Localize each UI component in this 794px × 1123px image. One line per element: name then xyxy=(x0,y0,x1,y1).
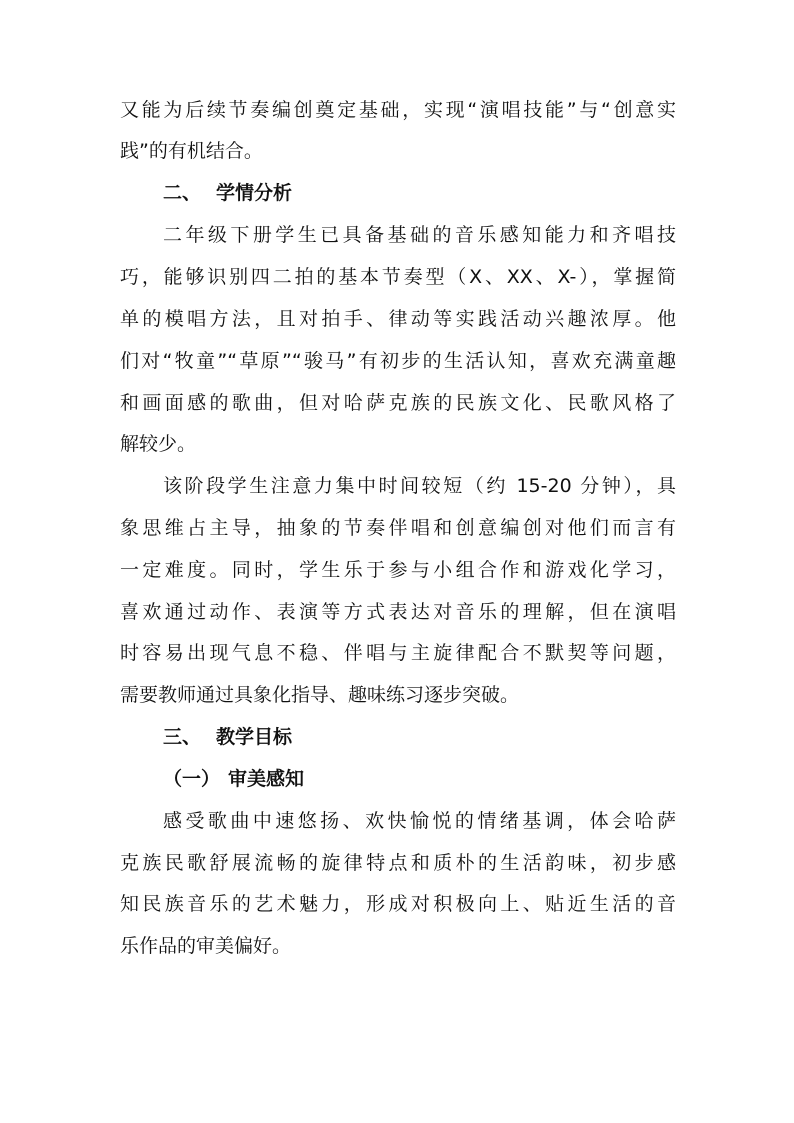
subsection-3-1-line-1: 感受歌曲中速悠扬、欢快愉悦的情绪基调，体会哈萨 xyxy=(163,810,676,832)
section-2-heading xyxy=(163,180,292,206)
section-2-p2-line-1: 该阶段学生注意力集中时间较短（约 15-20 分钟），具 xyxy=(163,475,676,497)
section-3-title: 教学目标 xyxy=(216,726,293,748)
subsection-3-1-heading xyxy=(163,766,304,792)
subsection-3-1-line-2: 克族民歌舒展流畅的旋律特点和质朴的生活韵味，初步感 xyxy=(120,852,676,874)
section-2-p1-line-1: 二年级下册学生已具备基础的音乐感知能力和齐唱技 xyxy=(163,224,676,246)
section-2-p2-line-5: 时容易出现气息不稳、伴唱与主旋律配合不默契等问题， xyxy=(120,642,676,664)
section-2-number: 二、 xyxy=(163,182,202,204)
section-2-p1-line-6: 解较少。 xyxy=(120,433,197,455)
intro-line-1: 又能为后续节奏编创奠定基础，实现“演唱技能”与“创意实 xyxy=(120,99,676,121)
section-2-p1-line-4: 们对“牧童”“草原”“骏马”有初步的生活认知，喜欢充满童趣 xyxy=(120,350,676,372)
section-3-heading xyxy=(163,724,292,750)
subsection-3-1-number: （一） xyxy=(163,768,221,790)
subsection-3-1-line-4: 乐作品的审美偏好。 xyxy=(120,935,292,957)
section-2-p2-line-4: 喜欢通过动作、表演等方式表达对音乐的理解，但在演唱 xyxy=(120,601,676,623)
subsection-3-1-title: 审美感知 xyxy=(228,768,305,790)
intro-line-2: 践”的有机结合。 xyxy=(120,140,263,162)
section-2-p2-line-6: 需要教师通过具象化指导、趣味练习逐步突破。 xyxy=(120,684,520,706)
section-2-p2-line-3: 一定难度。同时，学生乐于参与小组合作和游戏化学习， xyxy=(120,559,676,581)
section-2-title: 学情分析 xyxy=(216,182,293,204)
section-2-p1-line-2: 巧，能够识别四二拍的基本节奏型（X、XX、X-），掌握简 xyxy=(120,266,676,288)
section-2-p2-line-2: 象思维占主导，抽象的节奏伴唱和创意编创对他们而言有 xyxy=(120,517,676,539)
section-2-p1-line-5: 和画面感的歌曲，但对哈萨克族的民族文化、民歌风格了 xyxy=(120,392,676,414)
section-3-number: 三、 xyxy=(163,726,202,748)
subsection-3-1-line-3: 知民族音乐的艺术魅力，形成对积极向上、贴近生活的音 xyxy=(120,893,676,915)
section-2-p1-line-3: 单的模唱方法，且对拍手、律动等实践活动兴趣浓厚。他 xyxy=(120,308,676,330)
